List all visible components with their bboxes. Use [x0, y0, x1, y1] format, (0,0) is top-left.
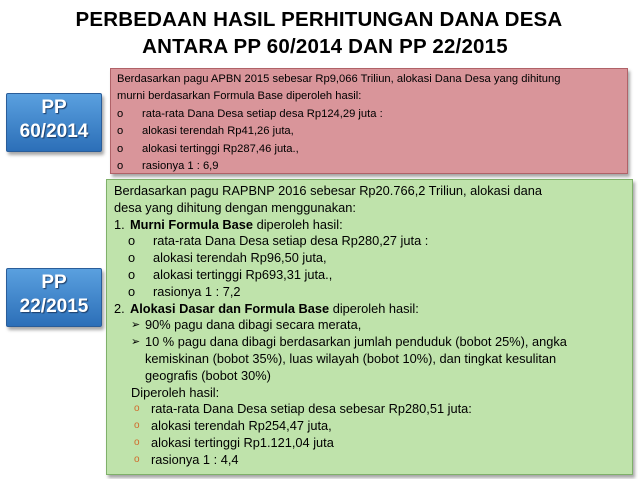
list-item-text: 10 % pagu dana dibagi berdasarkan jumlah penduduk (bobot 25%), angka [145, 334, 567, 350]
section-1-heading [114, 217, 626, 234]
label-a-line2: 60/2014 [19, 121, 89, 142]
section-2-number: 2. [114, 300, 125, 316]
section-1-rest: diperoleh hasil: [253, 216, 343, 232]
label-a-line1: PP [41, 97, 67, 118]
pp22-intro-line2: desa yang dihitung dengan menggunakan: [114, 199, 356, 215]
list-item-text: alokasi tertinggi Rp693,31 juta., [153, 266, 333, 282]
label-pp-60-2014 [6, 93, 102, 152]
section-1-number: 1. [114, 216, 125, 232]
title-line-1: PERBEDAAN HASIL PERHITUNGAN DANA DESA [75, 8, 563, 31]
list-item-text: rata-rata Dana Desa setiap desa sebesar Rp280,51 juta: [151, 401, 472, 417]
circle-bullet-icon: o [134, 453, 140, 465]
list-item [114, 452, 626, 469]
arrow-bullet-icon: ➢ [131, 319, 141, 332]
label-b-line2: 22/2015 [19, 296, 89, 317]
list-item [114, 334, 626, 351]
list-item-text: rata-rata Dana Desa setiap desa Rp280,27 juta : [153, 233, 429, 249]
page-title [0, 6, 638, 60]
list-item [114, 250, 626, 267]
list-item-text: alokasi tertinggi Rp1.121,04 juta [151, 434, 334, 450]
result-heading: Diperoleh hasil: [131, 384, 220, 400]
list-item-text: alokasi terendah Rp254,47 juta, [151, 418, 332, 434]
list-item [114, 401, 626, 418]
list-item [114, 317, 626, 334]
list-item [117, 106, 622, 123]
section-2-heading [114, 301, 626, 318]
list-item-text: rasionya 1 : 6,9 [142, 160, 219, 173]
bullet-icon: o [128, 250, 136, 266]
bullet-icon: o [128, 283, 136, 299]
arrow-bullet-icon: ➢ [131, 336, 141, 349]
list-item-text: rata-rata Dana Desa setiap desa Rp124,29 juta : [142, 107, 383, 120]
list-item-text: rasionya 1 : 7,2 [153, 283, 241, 299]
bullet-icon: o [117, 107, 124, 120]
bullet-icon: o [117, 160, 124, 173]
pp60-intro-line2: murni berdasarkan Formula Base diperoleh hasil: [117, 90, 362, 103]
title-line-2: ANTARA PP 60/2014 DAN PP 22/2015 [142, 35, 508, 58]
bullet-icon: o [128, 266, 136, 282]
pp60-intro-line1: Berdasarkan pagu APBN 2015 sebesar Rp9,066 Triliun, alokasi Dana Desa yang dihitung [117, 73, 561, 85]
list-item-text: 90% pagu dana dibagi secara merata, [145, 317, 362, 333]
circle-bullet-icon: o [134, 420, 140, 432]
list-item [117, 123, 622, 140]
list-item [117, 141, 622, 158]
list-item [114, 435, 626, 452]
bullet-icon: o [117, 142, 124, 155]
list-item-continuation: kemiskinan (bobot 35%), luas wilayah (bobot 10%), dan tingkat kesulitan [145, 350, 557, 366]
list-item [114, 267, 626, 284]
list-item [114, 284, 626, 301]
pp22-intro-line1: Berdasarkan pagu RAPBNP 2016 sebesar Rp20.766,2 Triliun, alokasi dana [114, 183, 543, 198]
section-2-rest: diperoleh hasil: [329, 300, 419, 316]
list-item-continuation: geografis (bobot 30%) [145, 367, 271, 383]
list-item-text: alokasi terendah Rp96,50 juta, [153, 250, 327, 266]
bullet-icon: o [117, 125, 124, 138]
list-item-text: alokasi tertinggi Rp287,46 juta., [142, 142, 299, 155]
list-item-text: rasionya 1 : 4,4 [151, 451, 239, 467]
section-2-bold: Alokasi Dasar dan Formula Base [130, 300, 330, 316]
pp22-result-box [106, 179, 633, 475]
label-pp-22-2015 [6, 268, 102, 327]
list-item-text: alokasi terendah Rp41,26 juta, [142, 125, 294, 138]
list-item [114, 233, 626, 250]
pp60-result-box [110, 68, 628, 174]
circle-bullet-icon: o [134, 403, 140, 415]
circle-bullet-icon: o [134, 436, 140, 448]
label-b-line1: PP [41, 272, 67, 293]
list-item [117, 158, 622, 175]
list-item [114, 418, 626, 435]
bullet-icon: o [128, 233, 136, 249]
section-1-bold: Murni Formula Base [130, 216, 254, 232]
